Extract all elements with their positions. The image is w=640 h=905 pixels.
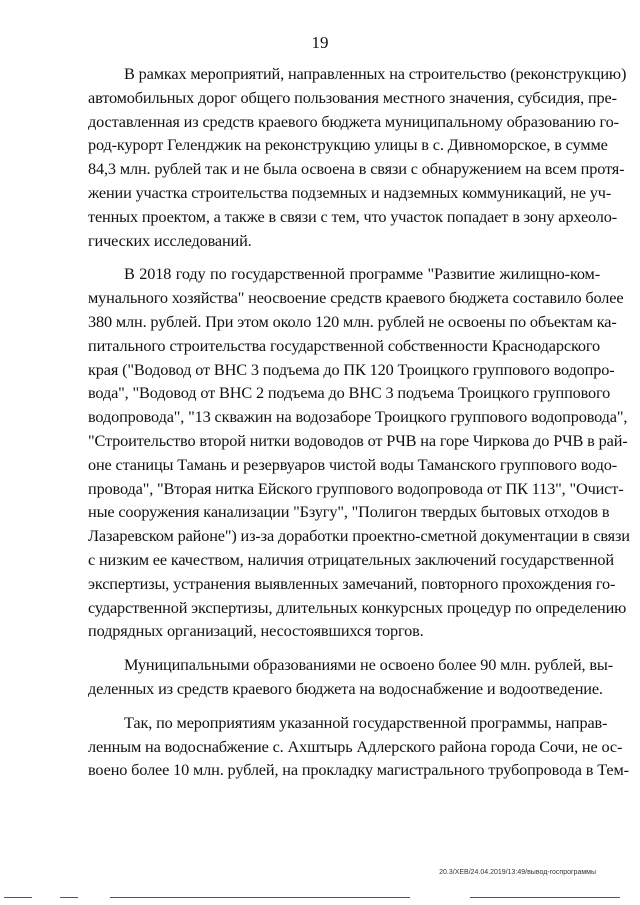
text-line: тенных проектом, а также в связи с тем, что участок попадает в зону археоло-: [88, 206, 618, 226]
bottom-rule-3: [110, 897, 410, 898]
paragraph: [88, 62, 627, 252]
document-body: [88, 62, 630, 782]
text-line: В рамках мероприятий, направленных на строительство (реконструкцию): [124, 64, 627, 83]
text-line: 84,3 млн. рублей так и не была освоена в связи с обнаружением на всем протя-: [88, 159, 625, 179]
text-line: 380 млн. рублей. При этом около 120 млн. рублей не освоены по объектам ка-: [88, 311, 617, 331]
text-line: края ("Водовод от ВНС 3 подъема до ПК 120 Троицкого группового водопро-: [88, 359, 615, 379]
text-line: вода", "Водовод от ВНС 2 подъема до ВНС 3 подъема Троицкого группового: [88, 383, 611, 403]
paragraph: [88, 711, 629, 782]
text-line: доставленная из средств краевого бюджета муниципальному образованию го-: [88, 111, 619, 131]
bottom-rule-1: [4, 897, 32, 898]
text-line: род-курорт Геленджик на реконструкцию улицы в с. Дивноморское, в сумме: [88, 135, 608, 155]
text-line: питального строительства государственной собственности Краснодарского: [88, 335, 600, 355]
text-line: ные сооружения канализации "Бзугу", "Полигон твердых бытовых отходов в: [88, 502, 610, 522]
text-line: Лазаревском районе") из-за доработки проектно-сметной документации в связи: [88, 526, 630, 546]
bottom-rule-4: [470, 897, 620, 898]
bottom-rule-2: [60, 897, 78, 898]
text-line: экспертизы, устранения выявленных замечаний, повторного прохождения го-: [88, 573, 616, 593]
text-line: деленных из средств краевого бюджета на водоснабжение и водоотведение.: [88, 678, 603, 698]
text-line: провода", "Вторая нитка Ейского группового водопровода от ПК 113", "Очист-: [88, 478, 624, 498]
text-line: Так, по мероприятиям указанной государственной программы, направ-: [124, 712, 608, 732]
page-number: 19: [311, 33, 329, 52]
text-line: гических исследований.: [88, 230, 252, 250]
paragraph-gap: [88, 701, 600, 711]
footer-stamp: 20.3/XEB/24.04.2019/13:49/вывод-госпрограммы: [439, 869, 596, 876]
text-line: автомобильных дорог общего пользования местного значения, субсидия, пре-: [88, 87, 617, 107]
paragraph-gap: [88, 643, 600, 653]
paragraph-gap: [88, 252, 600, 262]
text-line: водопровода", "13 скважин на водозаборе Троицкого группового водопровода",: [88, 407, 628, 427]
paragraph: [88, 262, 630, 643]
text-line: жении участка строительства подземных и надземных коммуникаций, не уч-: [88, 182, 612, 202]
text-line: мунального хозяйства" неосвоение средств краевого бюджета составило более: [88, 288, 624, 308]
text-line: "Строительство второй нитки водоводов от РЧВ на горе Чиркова до РЧВ в рай-: [88, 430, 628, 450]
text-line: ленным на водоснабжение с. Ахштырь Адлерского района города Сочи, не ос-: [88, 736, 623, 756]
text-line: оне станицы Тамань и резервуаров чистой воды Таманского группового водо-: [88, 454, 618, 474]
text-line: подрядных организаций, несостоявшихся торгов.: [88, 621, 424, 641]
text-line: с низким ее качеством, наличия отрицательных заключений государственной: [88, 549, 614, 569]
text-line: сударственной экспертизы, длительных конкурсных процедур по определению: [88, 597, 627, 617]
text-line: воено более 10 млн. рублей, на прокладку магистрального трубопровода в Тем-: [88, 760, 629, 780]
paragraph: [88, 653, 613, 701]
text-line: В 2018 году по государственной программе "Развитие жилищно-ком-: [124, 264, 600, 284]
text-line: Муниципальными образованиями не освоено более 90 млн. рублей, вы-: [124, 655, 613, 675]
